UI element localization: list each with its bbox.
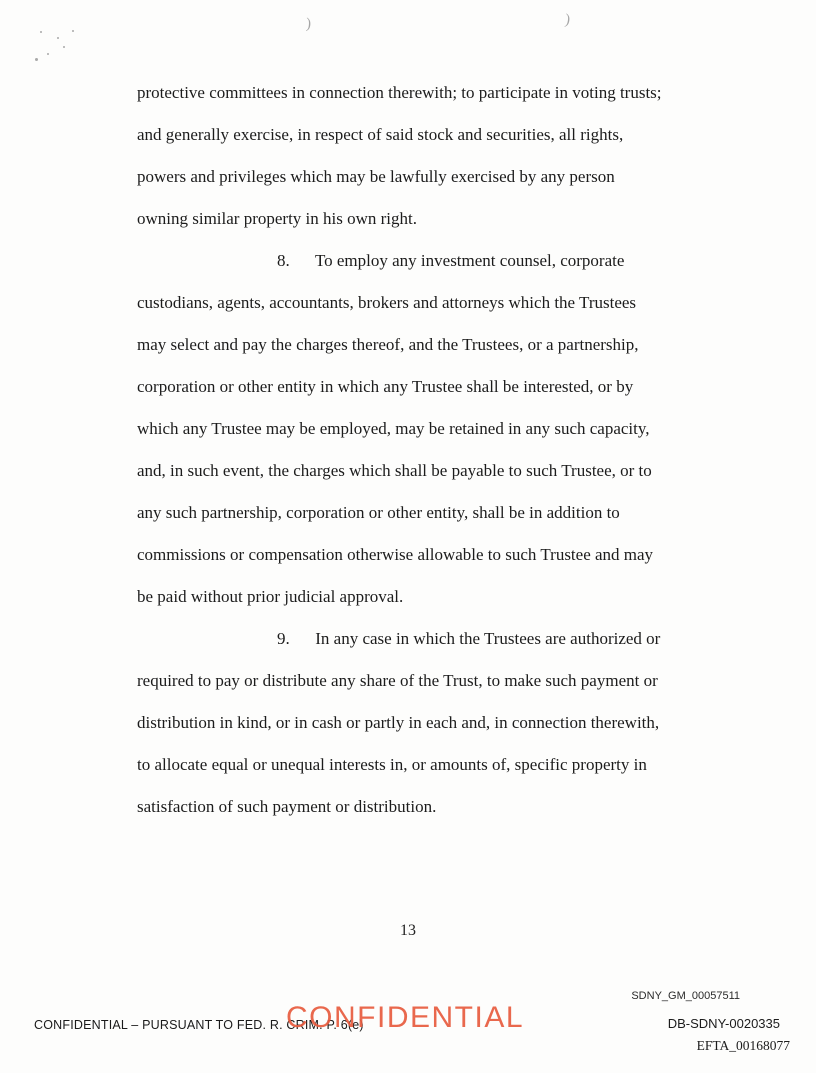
scan-speck	[35, 58, 38, 61]
text-line: powers and privileges which may be lawfully exercised by any person	[137, 167, 615, 186]
text-line: required to pay or distribute any share of the Trust, to make such payment or	[137, 671, 658, 690]
text-line: may select and pay the charges thereof, and the Trustees, or a partnership,	[137, 335, 639, 354]
confidential-stamp: CONFIDENTIAL	[286, 1001, 525, 1034]
scan-artifact-paren-right: )	[563, 11, 572, 29]
bates-number-right: DB-SDNY-0020335	[667, 1016, 780, 1031]
text-line: custodians, agents, accountants, brokers and attorneys which the Trustees	[137, 293, 637, 312]
document-body	[137, 72, 717, 828]
scan-speck	[63, 46, 65, 48]
text-line: which any Trustee may be employed, may be retained in any such capacity,	[137, 419, 650, 438]
text-line: 8. To employ any investment counsel, corporate	[277, 251, 625, 270]
text-line: commissions or compensation otherwise allowable to such Trustee and may	[137, 545, 654, 564]
text-line: protective committees in connection therewith; to participate in voting trusts;	[137, 83, 662, 102]
paragraph-7-continuation	[137, 72, 717, 240]
page-number: 13	[400, 922, 416, 939]
text-line: and, in such event, the charges which shall be payable to such Trustee, or to	[137, 461, 652, 480]
scan-artifact-paren-left: )	[305, 15, 312, 33]
bates-number-top: SDNY_GM_00057511	[631, 990, 740, 1002]
scan-speck	[57, 37, 59, 39]
text-line: be paid without prior judicial approval.	[137, 587, 404, 606]
text-line: and generally exercise, in respect of said stock and securities, all rights,	[137, 125, 624, 144]
paragraph-9	[137, 618, 717, 828]
footer-confidential-notice: CONFIDENTIAL – PURSUANT TO FED. R. CRIM. P. 6(e)	[34, 1018, 364, 1032]
text-line: distribution in kind, or in cash or partly in each and, in connection therewith,	[137, 713, 660, 732]
text-line: any such partnership, corporation or other entity, shall be in addition to	[137, 503, 620, 522]
scan-speck	[40, 31, 42, 33]
text-line: to allocate equal or unequal interests in, or amounts of, specific property in	[137, 755, 647, 774]
text-line: corporation or other entity in which any Trustee shall be interested, or by	[137, 377, 634, 396]
text-line: satisfaction of such payment or distribution.	[137, 797, 437, 816]
bates-number-bottom: EFTA_00168077	[696, 1038, 790, 1053]
scan-speck	[47, 53, 49, 55]
text-line: owning similar property in his own right.	[137, 209, 418, 228]
text-line: 9. In any case in which the Trustees are authorized or	[277, 629, 661, 648]
scan-speck	[72, 30, 74, 32]
paragraph-8	[137, 240, 717, 618]
